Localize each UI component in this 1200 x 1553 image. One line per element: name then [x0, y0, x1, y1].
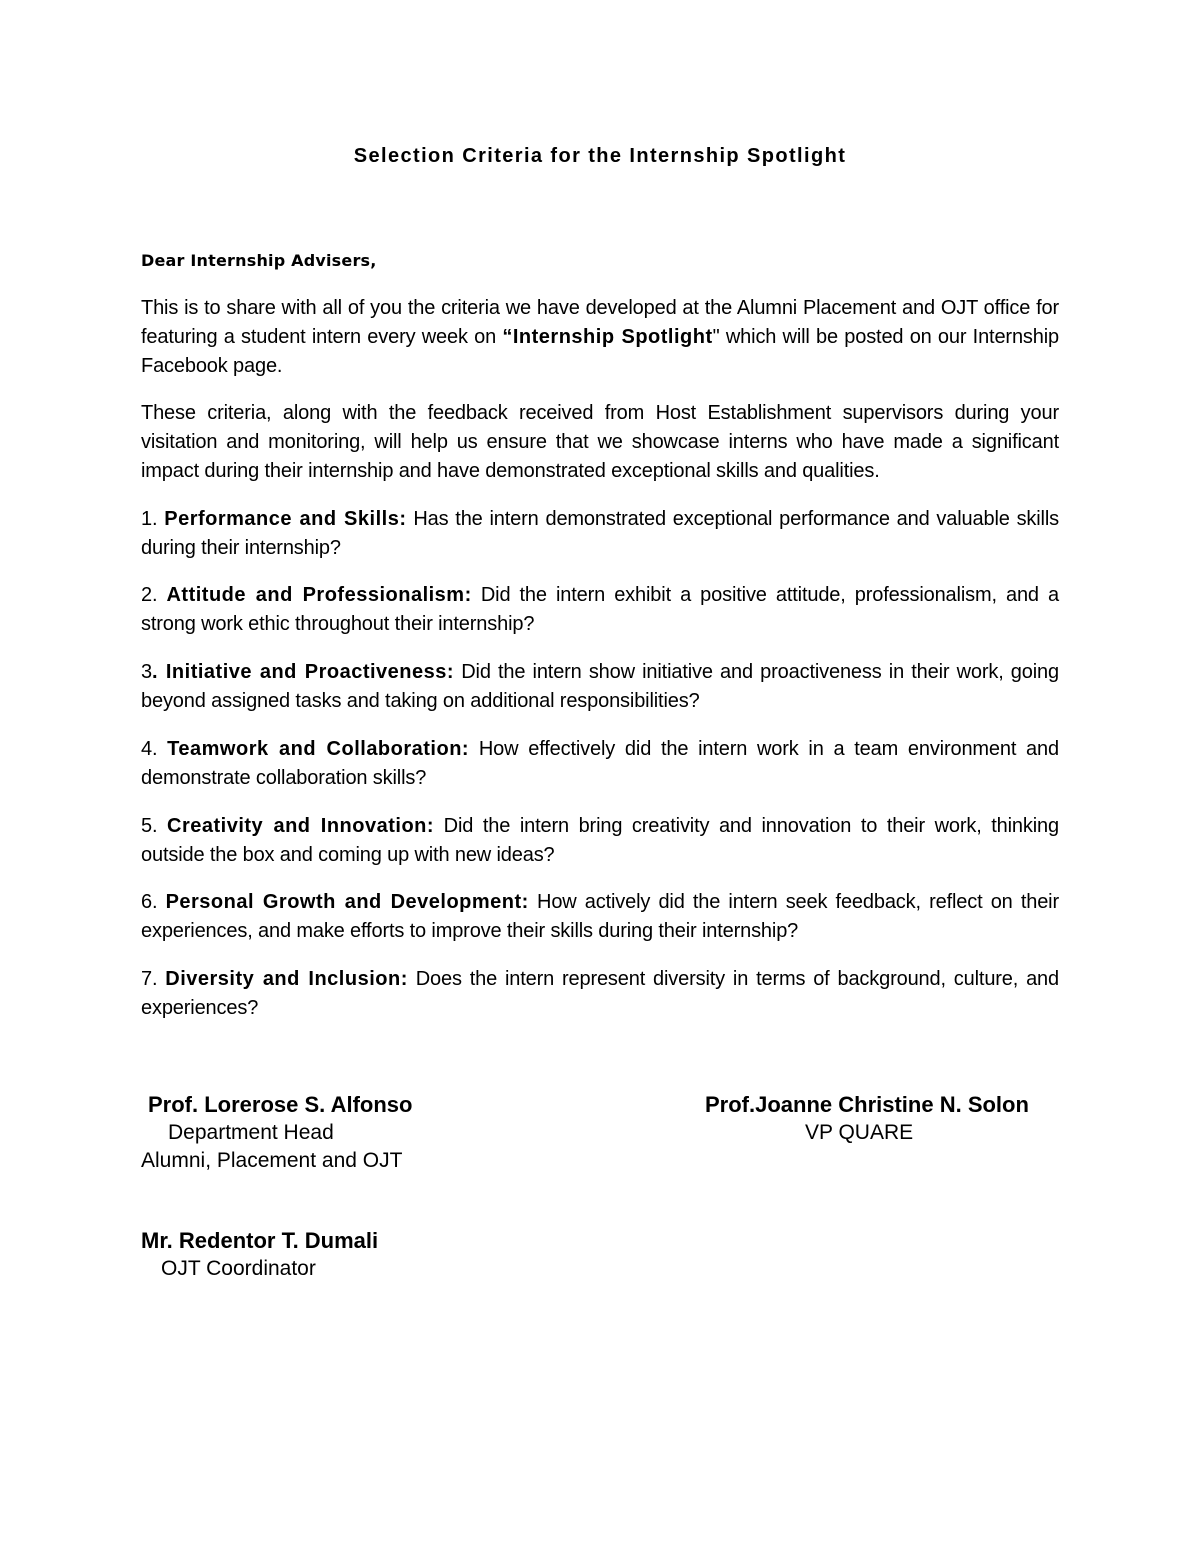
criterion-number: 7.: [141, 968, 166, 990]
criterion-heading: Teamwork and Collaboration:: [167, 738, 470, 760]
signatory-block: [141, 1227, 378, 1283]
signatory-name: Mr. Redentor T. Dumali: [141, 1228, 379, 1253]
signatory-role: OJT Coordinator: [161, 1257, 316, 1280]
criterion-text: How actively did the intern seek feedback, reflect on their experiences, and make efforts to improve their skills during their internship?: [141, 891, 1059, 942]
criterion-item: [141, 505, 1059, 563]
criterion-text: Has the intern demonstrated exceptional performance and valuable skills during their internship?: [141, 508, 1059, 559]
signatory-name: Prof. Lorerose S. Alfonso: [148, 1092, 413, 1117]
criterion-number: 5.: [141, 815, 168, 837]
criterion-heading: Attitude and Professionalism:: [166, 584, 472, 606]
criterion-number: 3: [141, 661, 152, 683]
criterion-text: Did the intern show initiative and proactiveness in their work, going beyond assigned tasks and taking on additional responsibilities?: [141, 661, 1059, 712]
document-title: Selection Criteria for the Internship Spotlight: [353, 145, 847, 167]
criterion-heading: Creativity and Innovation:: [167, 815, 435, 837]
criterion-item: [141, 735, 1059, 793]
criterion-number: 4.: [141, 738, 168, 760]
criteria-purpose-paragraph: These criteria, along with the feedback received from Host Establishment supervisors during your visitation and monitoring, will help us ensure that we showcase interns who have made a significant impact during their internship and have demonstrated exceptional skills and qualities.: [141, 402, 1059, 482]
criterion-heading: . Initiative and Proactiveness:: [151, 661, 455, 683]
signatory-role: Department Head: [168, 1121, 334, 1144]
criterion-item: [141, 812, 1059, 870]
intro-highlight: “Internship Spotlight: [502, 326, 713, 348]
intro-text-after: " which will be posted on our Internship Facebook page.: [141, 326, 1060, 377]
signatory-block: [141, 1091, 412, 1175]
criterion-heading: Personal Growth and Development:: [165, 891, 529, 913]
criterion-heading: Performance and Skills:: [164, 508, 407, 530]
criterion-text: How effectively did the intern work in a team environment and demonstrate collaboration skills?: [141, 738, 1059, 789]
intro-paragraph: [141, 294, 1059, 381]
criterion-number: 1.: [141, 508, 165, 530]
criterion-text: Did the intern exhibit a positive attitude, professionalism, and a strong work ethic throughout their internship?: [141, 584, 1059, 635]
criterion-text: Does the intern represent diversity in terms of background, culture, and experiences?: [141, 968, 1059, 1019]
intro-text-before: This is to share with all of you the criteria we have developed at the Alumni Placement and OJT office for featuring a student intern every week on: [141, 297, 1059, 348]
signatory-block: [705, 1091, 1055, 1147]
signatory-role: VP QUARE: [805, 1121, 914, 1144]
criterion-item: [141, 888, 1059, 946]
signatory-office: Alumni, Placement and OJT: [141, 1149, 403, 1172]
criterion-item: [141, 965, 1059, 1023]
criterion-item: [141, 581, 1059, 639]
criterion-number: 6.: [141, 891, 166, 913]
criterion-number: 2.: [141, 584, 167, 606]
criterion-text: Did the intern bring creativity and innovation to their work, thinking outside the box and coming up with new ideas?: [141, 815, 1059, 866]
criterion-item: [141, 658, 1059, 716]
signatory-name: Prof.Joanne Christine N. Solon: [705, 1092, 1029, 1117]
salutation: Dear Internship Advisers,: [141, 251, 377, 270]
criterion-heading: Diversity and Inclusion:: [165, 968, 408, 990]
